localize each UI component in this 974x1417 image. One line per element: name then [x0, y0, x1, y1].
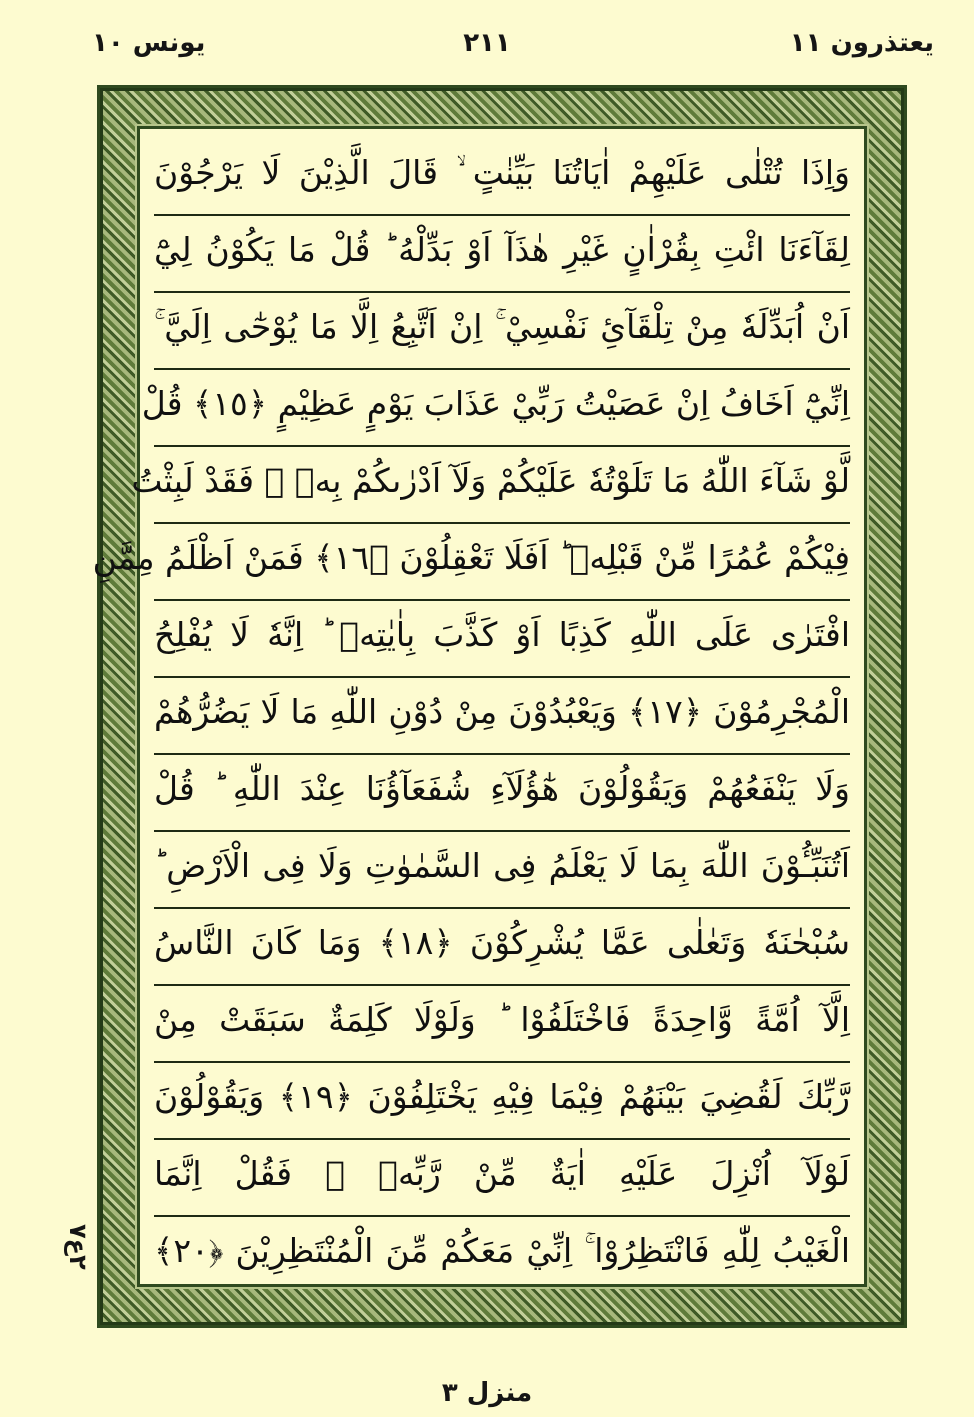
- verse-line: لِقَآءَنَا ائْتِ بِقُرْاٰنٍ غَيْرِ هٰذَآ اَوْ بَدِّلْهُ ؕ قُلْ مَا يَكُوْنُ لِيْٓ: [154, 206, 850, 293]
- surah-name: يونس ١٠: [92, 28, 206, 58]
- decorative-border-frame: [92, 85, 907, 1328]
- verse-line: لَوْلَآ اُنْزِلَ عَلَيْهِ اٰيَةٌ مِّنْ رَّبِّهٖ ۚ فَقُلْ اِنَّمَا: [154, 1130, 850, 1217]
- verse-lines: [92, 129, 864, 1284]
- verse-line: اَتُنَبِّـُٔوْنَ اللّٰهَ بِمَا لَا يَعْلَمُ فِى السَّمٰوٰتِ وَلَا فِى الْاَرْضِ ؕ: [154, 822, 850, 909]
- verse-line: الْغَيْبُ لِلّٰهِ فَانْتَظِرُوْا ۚ اِنِّيْ مَعَكُمْ مِّنَ الْمُنْتَظِرِيْنَ ﴿٢٠﴾: [154, 1231, 850, 1270]
- verse-line: سُبْحٰنَهٗ وَتَعٰلٰى عَمَّا يُشْرِكُوْنَ ﴿١٨﴾ وَمَا كَانَ النَّاسُ: [154, 899, 850, 986]
- verse-line: وَلَا يَنْفَعُهُمْ وَيَقُوْلُوْنَ هٰٓؤُلَآءِ شُفَعَآؤُنَا عِنْدَ اللّٰهِ ؕ قُلْ: [154, 745, 850, 832]
- verse-line: افْتَرٰى عَلَى اللّٰهِ كَذِبًا اَوْ كَذَّبَ بِاٰيٰتِهٖ ؕ اِنَّهٗ لَا يُفْلِحُ: [154, 591, 850, 678]
- verse-line: وَاِذَا تُتْلٰى عَلَيْهِمْ اٰيَاتُنَا بَيِّنٰتٍ ۙ قَالَ الَّذِيْنَ لَا يَرْجُوْنَ: [154, 129, 850, 216]
- text-panel: [92, 126, 867, 1287]
- verse-line: فِيْكُمْ عُمُرًا مِّنْ قَبْلِهٖ ؕ اَفَلَا تَعْقِلُوْنَ ﴿١٦﴾ فَمَنْ اَظْلَمُ مِمَّنِ: [154, 514, 850, 601]
- verse-line: اَنْ اُبَدِّلَهٗ مِنْ تِلْقَآئِ نَفْسِيْ ۚ اِنْ اَتَّبِعُ اِلَّا مَا يُوْحٰٓى اِلَيَّ ۚ: [154, 283, 850, 370]
- page-number: ٢١١: [463, 28, 511, 58]
- verse-line: رَّبِّكَ لَقُضِيَ بَيْنَهُمْ فِيْمَا فِيْهِ يَخْتَلِفُوْنَ ﴿١٩﴾ وَيَقُوْلُوْنَ: [154, 1053, 850, 1140]
- verse-line: الْمُجْرِمُوْنَ ﴿١٧﴾ وَيَعْبُدُوْنَ مِنْ دُوْنِ اللّٰهِ مَا لَا يَضُرُّهُمْ: [154, 668, 850, 755]
- para-name: يعتذرون ١١: [789, 28, 934, 58]
- manzil-footer: منزل ٣: [441, 1378, 533, 1408]
- verse-line: لَّوْ شَآءَ اللّٰهُ مَا تَلَوْتُهٗ عَلَيْكُمْ وَلَآ اَدْرٰىكُمْ بِهٖ ۖ فَقَدْ لَبِثْتُ: [154, 437, 850, 524]
- verse-line: اِلَّآ اُمَّةً وَّاحِدَةً فَاخْتَلَفُوْا ؕ وَلَوْلَا كَلِمَةٌ سَبَقَتْ مِنْ: [154, 976, 850, 1063]
- verse-line: اِنِّيْٓ اَخَافُ اِنْ عَصَيْتُ رَبِّيْ عَذَابَ يَوْمٍ عَظِيْمٍ ﴿١٥﴾ قُلْ: [154, 360, 850, 447]
- page-header: [0, 28, 974, 68]
- ruku-marker: ٢ع٧: [64, 1224, 92, 1270]
